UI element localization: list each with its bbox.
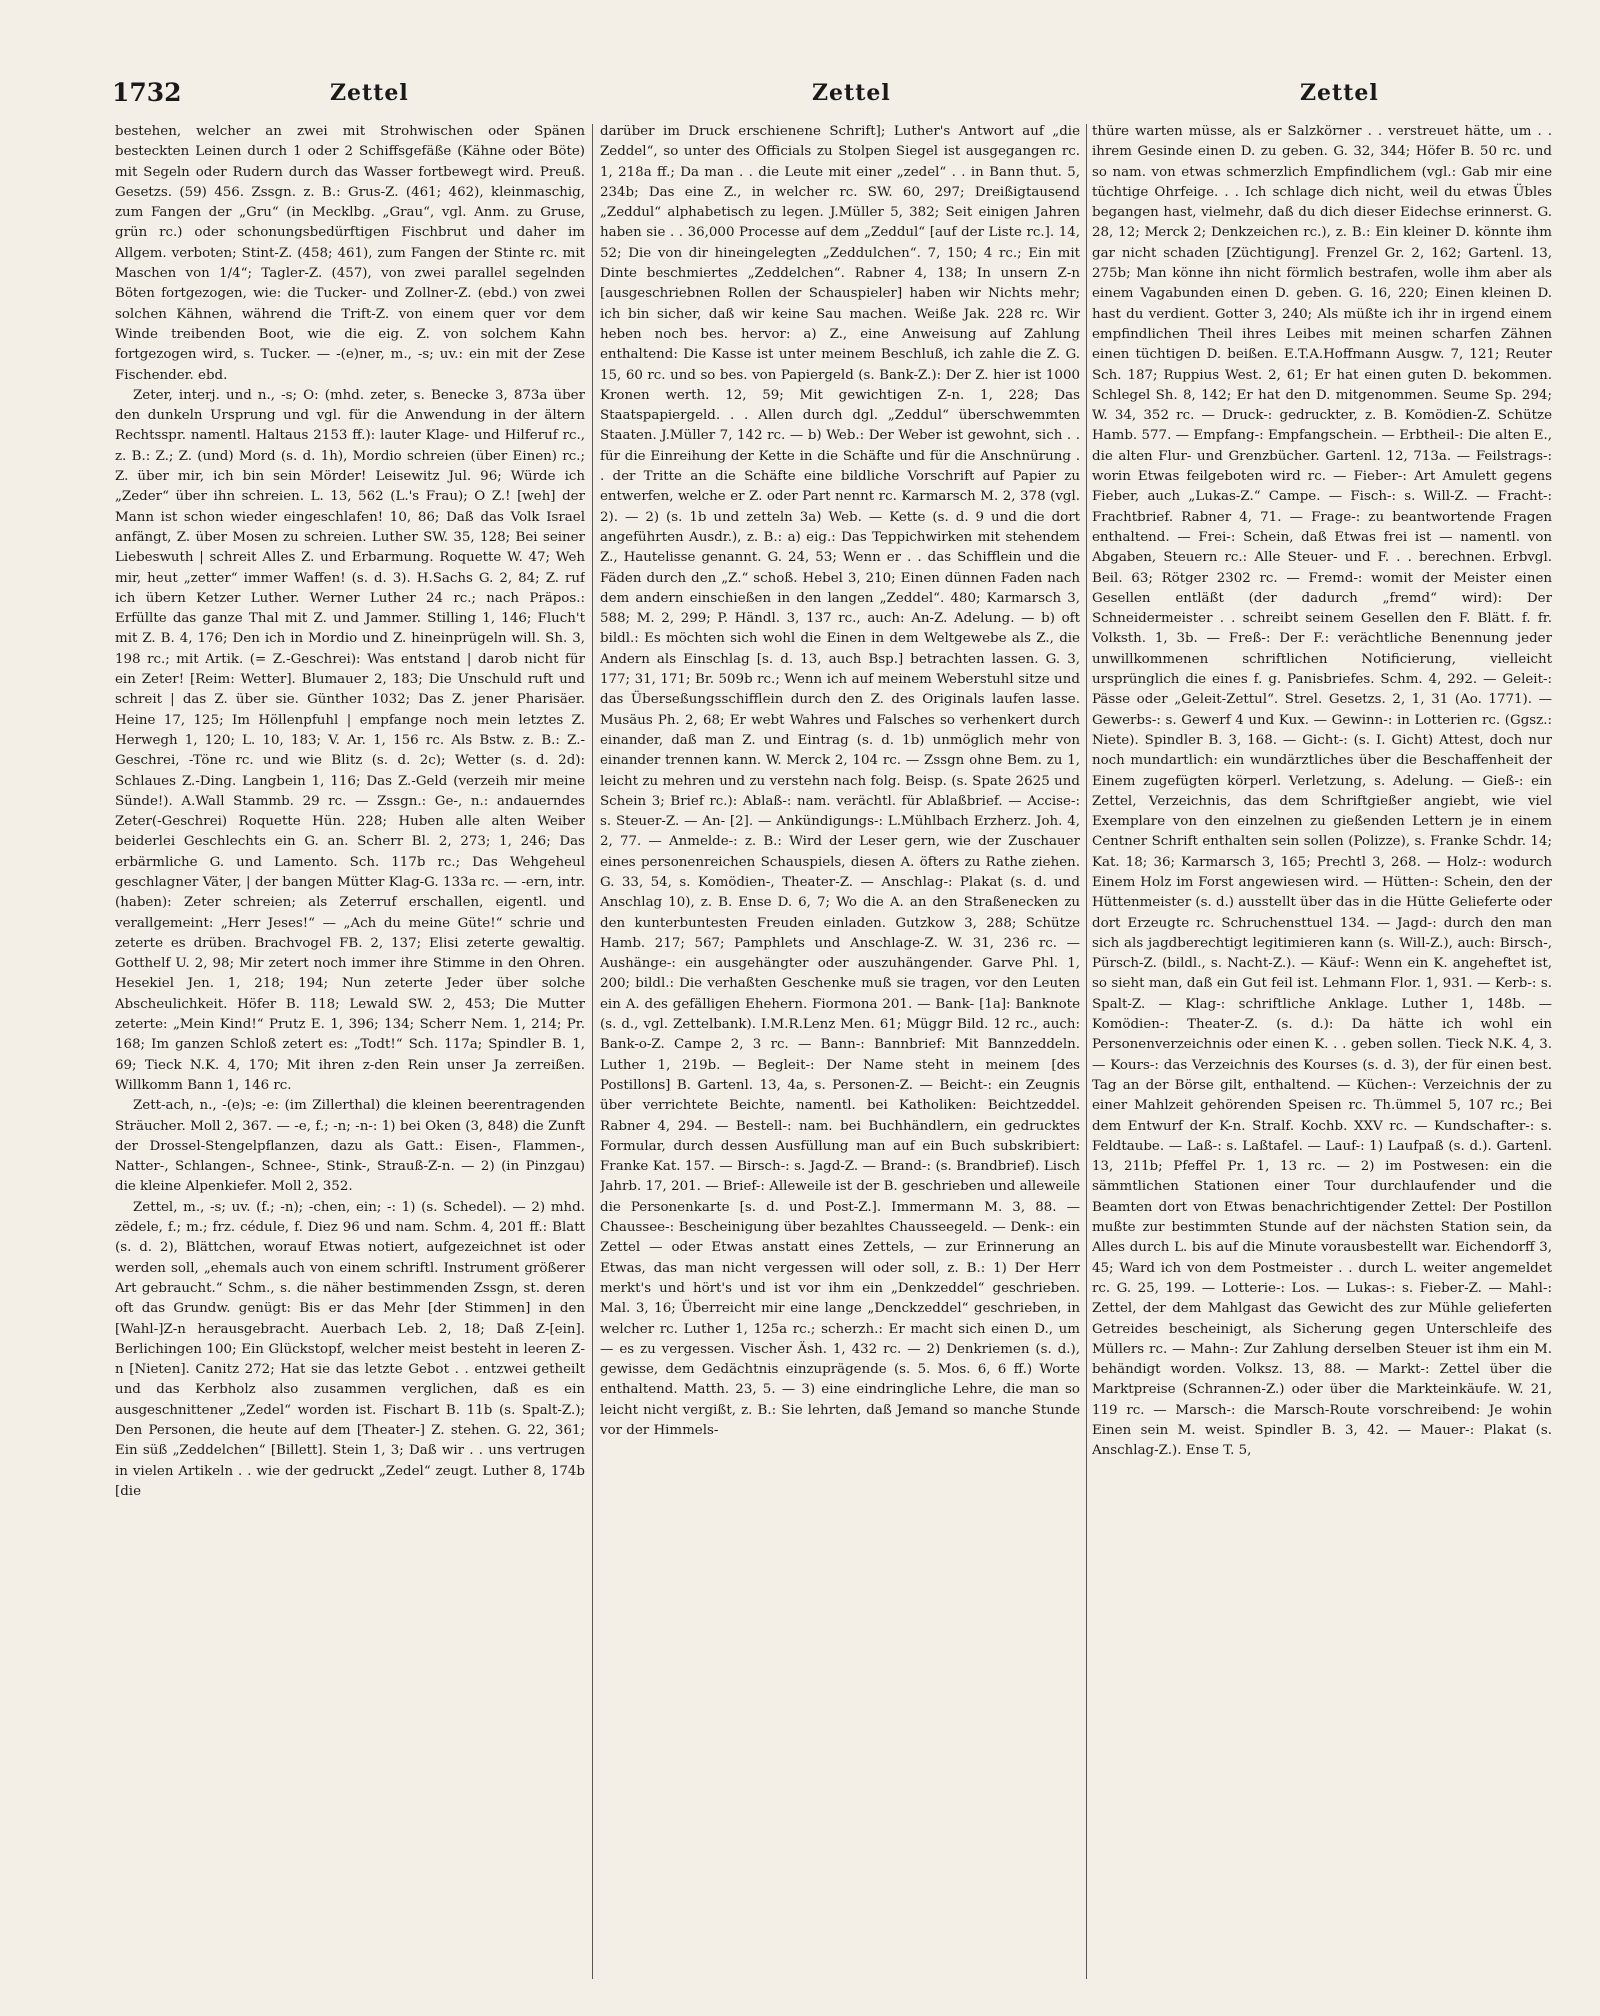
entry-paragraph: Zett-ach, n., -(e)s; -e: (im Zillerthal) die kleinen beerentragenden Sträucher. Moll 2, 367. — -e, f.; -n; -n-: 1) bei Oken (3, 848) die Zunft der Drossel-Stengelpflanzen, dazu als Gatt.: Eisen-, Flammen-, Natter-, Schlangen-, Schnee-, Stink-, Strauß-Z-n. — 2) (in Pinzgau) die kleine Alpenkiefer. Moll 2, 352. [115,1098,585,1195]
entry-paragraph: bestehen, welcher an zwei mit Strohwischen oder Spänen besteckten Leinen durch 1 oder 2 Schiffsgefäße (Kähne oder Böte) mit Segeln oder Rudern durch das Wasser fortbewegt wird. Preuß. Gesetzs. (59) 456. Zssgn. z. B.: Grus-Z. (461; 462), kleinmaschig, zum Fangen der „Gru“ (in Mecklbg. „Grau“, vgl. Anm. zu Gruse, grün rc.) oder schonungsbedürftigen Fischbrut und daher im Allgem. verboten; Stint-Z. (458; 461), zum Fangen der Stinte rc. mit Maschen von 1/4“; Tagler-Z. (457), von zwei parallel segelnden Böten fortgezogen, wie: die Tucker- und Zollner-Z. (ebd.) von zwei solchen Kähnen, während die Trift-Z. von einem quer vor dem Winde treibenden Boot, wie die eig. Z. von solchem Kahn fortgezogen wird, s. Tucker. — -(e)ner, m., -s; uv.: ein mit der Zese Fischender. ebd. [115,124,585,383]
running-head-right: Zettel [1300,80,1379,106]
column-right [1092,122,1552,1982]
running-header [0,78,1600,110]
page-number: 1732 [112,78,182,107]
running-head-center: Zettel [812,80,891,106]
entry-paragraph: Zeter, interj. und n., -s; O: (mhd. zeter, s. Benecke 3, 873a über den dunkeln Ursprung und vgl. für die Anwendung in der ältern Rechtsspr. namentl. Haltaus 2153 ff.): lauter Klage- und Hilferuf rc., z. B.: Z.; Z. (und) Mord (s. d. 1h), Mordio schreien (über Einen) rc.; Z. über mir, ich bin sein Mörder! Leisewitz Jul. 96; Würde ich „Zeder“ über ihn schreien. L. 13, 562 (L.'s Frau); O Z.! [weh] der Mann ist schon wieder eingeschlafen! 10, 86; Daß das Volk Israel anfängt, Z. über Mosen zu schreien. Luther SW. 35, 128; Bei seiner Liebeswuth | schreit Alles Z. und Erbarmung. Roquette W. 47; Weh mir, heut „zetter“ immer Waffen! (s. d. 3). H.Sachs G. 2, 84; Z. ruf ich übern Ketzer Luther. Werner Luther 24 rc.; nach Präpos.: Erfüllte das ganze Thal mit Z. und Jammer. Stilling 1, 146; Fluch't mit Z. B. 4, 176; Den ich in Mordio und Z. hineinprügeln will. Sh. 3, 198 rc.; mit Artik. (= Z.-Geschrei): Was entstand | darob nicht für ein Zeter! [Reim: Wetter]. Blumauer 2, 183; Die Unschuld ruft und schreit | das Z. über sie. Günther 1032; Das Z. jener Pharisäer. Heine 17, 125; Im Höllenpfuhl | empfange noch mein letztes Z. Herwegh 1, 120; L. 10, 183; V. Ar. 1, 156 rc. Als Bstw. z. B.: Z.-Geschrei, -Töne rc. und wie Blitz (s. d. 2c); Wetter (s. d. 2d): Schlaues Z.-Ding. Langbein 1, 116; Das Z.-Geld (verzeih mir meine Sünde!). A.Wall Stammb. 29 rc. — Zssgn.: Ge-, n.: andauerndes Zeter(-Geschrei) Roquette Hün. 228; Huben alle alten Weiber beiderlei Geschlechts ein G. an. Scherr Bl. 2, 273; 1, 246; Das erbärmliche G. und Lamento. Sch. 117b rc.; Das Wehgeheul geschlagner Väter, | der bangen Mütter Klag-G. 133a rc. — -ern, intr. (haben): Zeter schreien; als Zeterruf erschallen, eigentl. und verallgemeint: „Herr Jeses!“ — „Ach du meine Güte!“ schrie und zeterte es drüben. Brachvogel FB. 2, 137; Elisi zeterte gewaltig. Gotthelf U. 2, 98; Mir zetert noch immer ihre Stimme in den Ohren. Hesekiel Jen. 1, 218; 194; Nun zeterte Jeder über solche Abscheulichkeit. Höfer B. 118; Lewald SW. 2, 453; Die Mutter zeterte: „Mein Kind!“ Prutz E. 1, 396; 134; Scherr Nem. 1, 214; Pr. 168; Im ganzen Schloß zetert es: „Todt!“ Sch. 117a; Spindler B. 1, 69; Tieck N.K. 4, 170; Mit ihren z-den Rein unser Ja zerreißen. Willkomm Bann 1, 146 rc. [115,387,585,1093]
column-divider [592,124,593,1979]
column-left [115,122,585,1982]
running-head-left: Zettel [330,80,409,106]
column-divider [1086,124,1087,1979]
column-middle [600,122,1080,1982]
entry-paragraph: thüre warten müsse, als er Salzkörner . . verstreuet hätte, um . . ihrem Gesinde einen D. zu geben. G. 32, 344; Höfer B. 50 rc. und so nam. von etwas schmerzlich Empfindlichem (vgl.: Gab mir eine tüchtige Ohrfeige. . . Ich schlage dich nicht, weil du etwas Übles begangen hast, vielmehr, daß du dich dieser Eidechse erinnerst. G. 28, 12; Merck 2; Denkzeichen rc.), z. B.: Ein kleiner D. könnte ihm gar nicht schaden [Züchtigung]. Frenzel Gr. 2, 162; Gartenl. 13, 275b; Man könne ihn nicht förmlich bestrafen, wolle ihm aber als einem Vagabunden einen D. geben. G. 16, 220; Einen kleinen D. hast du verdient. Gotter 3, 240; Als müßte ich ihr in irgend einem empfindlichen Theil ihres Leibes mit meinen scharfen Zähnen einen tüchtigen D. beißen. E.T.A.Hoffmann Ausgw. 7, 121; Reuter Sch. 187; Ruppius West. 2, 61; Er hat einen guten D. bekommen. Schlegel Sh. 8, 142; Er hat den D. mitgenommen. Seume Sp. 294; W. 34, 352 rc. — Druck-: gedruckter, z. B. Komödien-Z. Schütze Hamb. 577. — Empfang-: Empfangschein. — Erbtheil-: Die alten E., die alten Flur- und Grenzbücher. Gartenl. 12, 713a. — Feilstrags-: worin Etwas feilgeboten wird rc. — Fieber-: Art Amulett gegens Fieber, auch „Lukas-Z.“ Campe. — Fisch-: s. Will-Z. — Fracht-: Frachtbrief. Rabner 4, 71. — Frage-: zu beantwortende Fragen enthaltend. — Frei-: Schein, daß Etwas frei ist — namentl. von Abgaben, Steuern rc.: Alle Steuer- und F. . . berechnen. Erbvgl. Beil. 63; Rötger 2302 rc. — Fremd-: womit der Meister einen Gesellen entläßt (der dadurch „fremd“ wird): Der Schneidermeister . . schreibt seinem Gesellen den F. Blätt. f. fr. Volksth. 1, 3b. — Freß-: Der F.: verächtliche Benennung jeder unwillkommenen schriftlichen Notificierung, vielleicht ursprünglich die eines f. g. Panisbriefes. Schm. 4, 292. — Geleit-: Pässe oder „Geleit-Zettul“. Strel. Gesetzs. 2, 1, 31 (Ao. 1771). — Gewerbs-: s. Gewerf 4 und Kux. — Gewinn-: in Lotterien rc. (Ggsz.: Niete). Spindler B. 3, 168. — Gicht-: (s. I. Gicht) Attest, doch nur noch mundartlich: ein wundärztliches über die Beschaffenheit der Einem zugefügten körperl. Verletzung, s. Adelung. — Gieß-: ein Zettel, Verzeichnis, das dem Schriftgießer angiebt, wie viel Exemplare von den einzelnen zu gießenden Lettern je in einem Centner Schrift enthalten sein sollen (Polizze), s. Franke Schdr. 14; Kat. 18; 36; Karmarsch 3, 165; Prechtl 3, 268. — Holz-: wodurch Einem Holz im Forst angewiesen wird. — Hütten-: Schein, den der Hüttenmeister (s. d.) ausstellt über das in die Hütte Gelieferte oder dort Erzeugte rc. Schruchensttuel 134. — Jagd-: durch den man sich als jagdberechtigt legitimieren kann (s. Will-Z.), auch: Birsch-, Pürsch-Z. (bildl., s. Nacht-Z.). — Käuf-: Wenn ein K. angeheftet ist, so sieht man, daß ein Gut feil ist. Lehmann Flor. 1, 931. — Kerb-: s. Spalt-Z. — Klag-: schriftliche Anklage. Luther 1, 148b. — Komödien-: Theater-Z. (s. d.): Da hätte ich wohl ein Personenverzeichnis oder einen K. . . geben sollen. Tieck N.K. 4, 3. — Kours-: das Verzeichnis des Kourses (s. d. 3), der für einen best. Tag an der Börse gilt, enthaltend. — Küchen-: Verzeichnis der zu einer Mahlzeit gehörenden Speisen rc. Th.ümmel 5, 107 rc.; Bei dem Entwurf der K-n. Stralf. Kochb. XXV rc. — Kundschafter-: s. Feldtaube. — Laß-: s. Laßtafel. — Lauf-: 1) Laufpaß (s. d.). Gartenl. 13, 211b; Pfeffel Pr. 1, 13 rc. — 2) im Postwesen: ein die sämmtlichen Stationen einer Tour durchlaufender und die Beamten dort von Etwas benachrichtigender Zettel: Der Postillon mußte zur bestimmten Stunde auf der nächsten Station sein, da Alles durch L. bis auf die Minute vorausbestellt war. Eichendorff 3, 45; Ward ich von dem Postmeister . . durch L. weiter angemeldet rc. G. 25, 199. — Lotterie-: Los. — Lukas-: s. Fieber-Z. — Mahl-: Zettel, der dem Mahlgast das Gewicht des zur Mühle gelieferten Getreides bescheinigt, als Sicherung gegen Unterschleife des Müllers rc. — Mahn-: Zur Zahlung derselben Steuer ist ihm ein M. behändigt worden. Volksz. 13, 88. — Markt-: Zettel über die Marktpreise (Schrannen-Z.) oder über die Markteinkäufe. W. 21, 119 rc. — Marsch-: die Marsch-Route vorschreibend: Je wohin Einen sein M. weist. Spindler B. 3, 42. — Mauer-: Plakat (s. Anschlag-Z.). Ense T. 5, [1092,124,1552,1459]
entry-paragraph: Zettel, m., -s; uv. (f.; -n); -chen, ein; -: 1) (s. Schedel). — 2) mhd. zëdele, f.; m.; frz. cédule, f. Diez 96 und nam. Schm. 4, 201 ff.: Blatt (s. d. 2), Blättchen, worauf Etwas notiert, aufgezeichnet ist oder werden soll, „ehemals auch von einem schriftl. Instrument größerer Art gebraucht.“ Schm., s. die näher bestimmenden Zssgn, st. deren oft das Grundw. genügt: Bis er das Mehr [der Stimmen] in den [Wahl-]Z-n herausgebracht. Auerbach Leb. 2, 18; Daß Z-[ein]. Berlichingen 100; Ein Glückstopf, welcher meist besteht in leeren Z-n [Nieten]. Canitz 272; Hat sie das letzte Gebot . . entzwei getheilt und das Kerbholz also zusammen verglichen, daß es ein ausgeschnittener „Zedel“ worden ist. Fischart B. 11b (s. Spalt-Z.); Den Personen, die heute auf dem [Theater-] Z. stehen. G. 22, 361; Ein süß „Zeddelchen“ [Billett]. Stein 1, 3; Daß wir . . uns vertrugen in vielen Artikeln . . wie der gedruckt „Zedel“ zeugt. Luther 8, 174b [die [115,1199,585,1499]
entry-paragraph: darüber im Druck erschienene Schrift]; Luther's Antwort auf „die Zeddel“, so unter des Officials zu Stolpen Siegel ist ausgegangen rc. 1, 218a ff.; Da man . . die Leute mit einer „zedel“ . . in Bann thut. 5, 234b; Das eine Z., in welcher rc. SW. 60, 297; Dreißigtausend „Zeddul“ alphabetisch zu legen. J.Müller 5, 382; Seit einigen Jahren haben sie . . 36,000 Processe auf dem „Zeddul“ [auf der Liste rc.]. 14, 52; Die von dir hineingelegten „Zeddulchen“. 7, 150; 4 rc.; Ein mit Dinte beschmiertes „Zeddelchen“. Rabner 4, 138; In unsern Z-n [ausgeschriebnen Rollen der Schauspieler] haben wir Nichts mehr; ich bin sicher, daß wir keine Sau machen. Weiße Jak. 228 rc. Wir heben noch bes. hervor: a) Z., eine Anweisung auf Zahlung enthaltend: Die Kasse ist unter meinem Beschluß, ich zahle die Z. G. 15, 60 rc. und so bes. von Papiergeld (s. Bank-Z.): Der Z. hier ist 1000 Kronen werth. 12, 59; Mit gewichtigen Z-n. 1, 228; Das Staatspapiergeld. . . Allen durch dgl. „Zeddul“ überschwemmten Staaten. J.Müller 7, 142 rc. — b) Web.: Der Weber ist gewohnt, sich . . für die Einreihung der Kette in die Schäfte und für die Anschnürung . . der Tritte an die Schäfte eine bildliche Vorschrift auf Papier zu entwerfen, welche er Z. oder Part nennt rc. Karmarsch M. 2, 378 (vgl. 2). — 2) (s. 1b und zetteln 3a) Web. — Kette (s. d. 9 und die dort angeführten Ausdr.), z. B.: a) eig.: Das Teppichwirken mit stehendem Z., Hautelisse genannt. G. 24, 53; Wenn er . . das Schifflein und die Fäden durch den „Z.“ schoß. Hebel 3, 210; Einen dünnen Faden nach dem andern einschießen in den langen „Zeddel“. 480; Karmarsch 3, 588; M. 2, 299; P. Händl. 3, 137 rc., auch: An-Z. Adelung. — b) oft bildl.: Es möchten sich wohl die Einen in dem Weltgewebe als Z., die Andern als Einschlag [s. d. 13, auch Bsp.] betrachten lassen. G. 3, 177; 31, 171; Br. 509b rc.; Wenn ich auf meinem Weberstuhl sitze und das Überseßungsschifflein durch den Z. des Originals laufen lasse. Musäus Ph. 2, 68; Er webt Wahres und Falsches so verhenkert durch einander, daß man Z. und Eintrag (s. d. 1b) unmöglich mehr von einander trennen kann. W. Merck 2, 104 rc. — Zssgn ohne Bem. zu 1, leicht zu mehren und zu verstehn nach folg. Beisp. (s. Spate 2625 und Schein 3; Brief rc.): Ablaß-: nam. verächtl. für Ablaßbrief. — Accise-: s. Steuer-Z. — An- [2]. — Ankündigungs-: L.Mühlbach Erzherz. Joh. 4, 2, 77. — Anmelde-: z. B.: Wird der Leser gern, wie der Zuschauer eines personenreichen Schauspiels, diesen A. öfters zu Rathe ziehen. G. 33, 54, s. Komödien-, Theater-Z. — Anschlag-: Plakat (s. d. und Anschlag 10), z. B. Ense D. 6, 7; Wo die A. an den Straßenecken zu den kunterbuntesten Freuden einladen. Gutzkow 3, 288; Schütze Hamb. 217; 567; Pamphlets und Anschlage-Z. W. 31, 236 rc. — Aushänge-: ein ausgehängter oder auszuhängender. Garve Phl. 1, 200; bildl.: Die verhaßten Geschenke muß sie tragen, vor den Leuten ein A. des gefälligen Ehehern. Fiormona 201. — Bank- [1a]: Banknote (s. d., vgl. Zettelbank). I.M.R.Lenz Men. 61; Müggr Bild. 12 rc., auch: Bank-o-Z. Campe 2, 3 rc. — Bann-: Bannbrief: Mit Bannzeddeln. Luther 1, 219b. — Begleit-: Der Name steht in meinem [des Postillons] B. Gartenl. 13, 4a, s. Personen-Z. — Beicht-: ein Zeugnis über verrichtete Beichte, namentl. bei Katholiken: Beichtzeddel. Rabner 4, 294. — Bestell-: nam. bei Buchhändlern, ein gedrucktes Formular, durch dessen Ausfüllung man auf ein Buch subskribiert: Franke Kat. 157. — Birsch-: s. Jagd-Z. — Brand-: (s. Brandbrief). Lisch Jahrb. 17, 201. — Brief-: Alleweile ist der B. geschrieben und alleweile die Personenkarte [s. d. und Post-Z.]. Immermann M. 3, 88. — Chaussee-: Bescheinigung über bezahltes Chausseegeld. — Denk-: ein Zettel — oder Etwas anstatt eines Zettels, — zur Erinnerung an Etwas, das man nicht vergessen will oder soll, z. B.: 1) Der Herr merkt's und hört's und ist vor ihm ein „Denkzeddel“ geschrieben. Mal. 3, 16; Überreicht mir eine lange „Denckzeddel“ geschrieben, in welcher rc. Luther 1, 125a rc.; scherzh.: Er macht sich einen D., um — es zu vergessen. Vischer Äsh. 1, 432 rc. — 2) Denkriemen (s. d.), gewisse, dem Gedächtnis einzuprägende (s. 5. Mos. 6, 6 ff.) Worte enthaltend. Matth. 23, 5. — 3) eine eindringliche Lehre, die man so leicht nicht vergißt, z. B.: Sie lehrten, daß Jemand so manche Stunde vor der Himmels- [600,124,1080,1438]
